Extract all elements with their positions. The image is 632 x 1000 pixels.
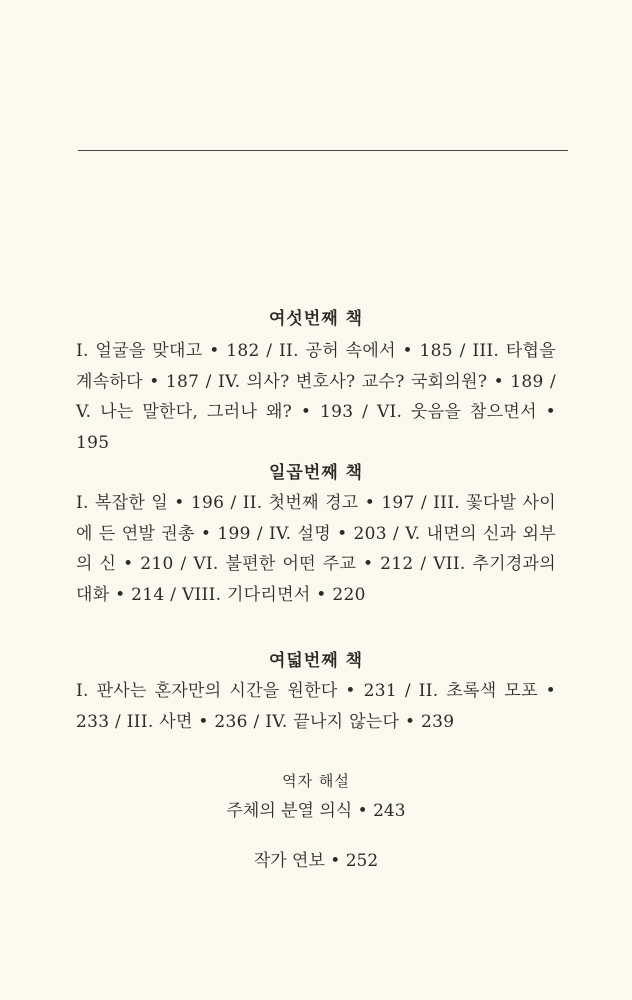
section-title-book-8: 여덟번째 책 <box>268 651 364 671</box>
section-title-book-7: 일곱번째 책 <box>268 463 364 483</box>
chronology-entry: 작가 연보 • 252 <box>253 851 379 871</box>
section-title-book-6: 여섯번째 책 <box>268 309 364 329</box>
toc-entries-book-8: I. 판사는 혼자만의 시간을 원한다 • 231 / II. 초록색 모포 • 233 / III. 사면 • 236 / IV. 끝나지 않는다 • 239 <box>76 681 556 732</box>
translator-note-entry: 주체의 분열 의식 • 243 <box>226 801 406 821</box>
header-rule <box>78 150 568 151</box>
toc-entries-book-7: I. 복잡한 일 • 196 / II. 첫번째 경고 • 197 / III. 꽃다발 사이에 든 연발 권총 • 199 / IV. 설명 • 203 / V. 내면의 신과 외부의 신 • 210 / VI. 불편한 어떤 주교 • 212 / VII. 추기경과의 대화 • 214 / VIII. 기다리면서 • 220 <box>76 493 556 605</box>
translator-note-label: 역자 해설 <box>282 772 350 790</box>
toc-entries-book-6: I. 얼굴을 맞대고 • 182 / II. 공허 속에서 • 185 / III. 타협을 계속하다 • 187 / IV. 의사? 변호사? 교수? 국회의원? • 189 / V. 나는 말한다, 그러나 왜? • 193 / VI. 웃음을 참으면서 • 195 <box>76 341 556 453</box>
